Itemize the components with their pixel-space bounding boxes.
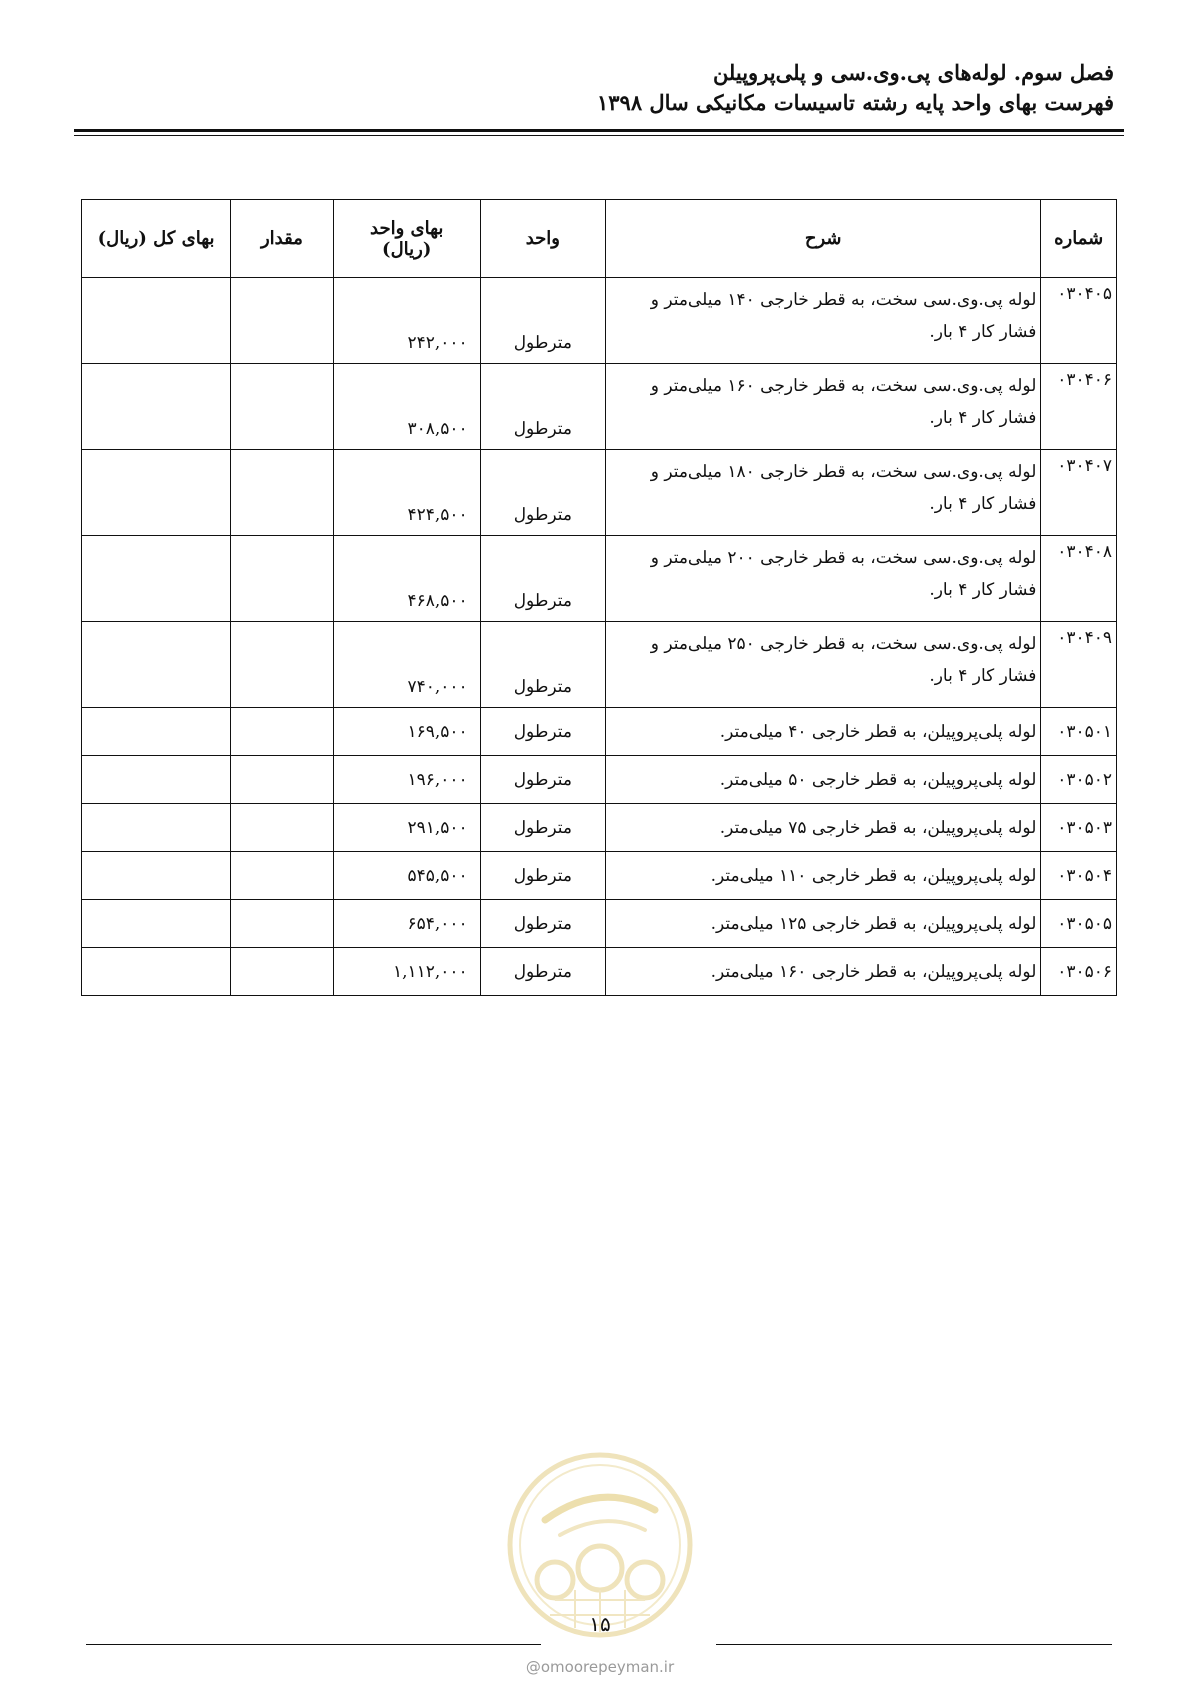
row-quantity <box>231 450 334 536</box>
row-unit: مترطول <box>480 278 605 364</box>
row-unit-price: ۴۶۸,۵۰۰ <box>333 536 480 622</box>
row-total <box>82 852 231 900</box>
row-total <box>82 900 231 948</box>
row-description: لوله پی.وی.سی سخت، به قطر خارجی ۱۸۰ میلی‌متر و فشار کار ۴ بار. <box>605 450 1040 536</box>
row-unit: مترطول <box>480 708 605 756</box>
row-unit: مترطول <box>480 804 605 852</box>
row-unit: مترطول <box>480 450 605 536</box>
row-code: ۰۳۰۵۰۵ <box>1041 900 1117 948</box>
table-header-row <box>82 200 1117 278</box>
row-description: لوله پلی‌پروپیلن، به قطر خارجی ۱۲۵ میلی‌متر. <box>605 900 1040 948</box>
table-row <box>82 364 1117 450</box>
row-description: لوله پلی‌پروپیلن، به قطر خارجی ۷۵ میلی‌متر. <box>605 804 1040 852</box>
table-row <box>82 536 1117 622</box>
row-unit-price: ۲۴۲,۰۰۰ <box>333 278 480 364</box>
row-unit-price: ۱,۱۱۲,۰۰۰ <box>333 948 480 996</box>
row-unit-price: ۳۰۸,۵۰۰ <box>333 364 480 450</box>
header-unit-price <box>333 200 480 278</box>
row-unit-price: ۱۹۶,۰۰۰ <box>333 756 480 804</box>
row-code: ۰۳۰۴۰۸ <box>1041 536 1117 622</box>
table-row <box>82 900 1117 948</box>
table-row <box>82 948 1117 996</box>
row-code: ۰۳۰۵۰۱ <box>1041 708 1117 756</box>
row-quantity <box>231 536 334 622</box>
row-code: ۰۳۰۵۰۳ <box>1041 804 1117 852</box>
price-table <box>81 199 1117 996</box>
header-quantity: مقدار <box>231 200 334 278</box>
row-code: ۰۳۰۵۰۲ <box>1041 756 1117 804</box>
row-description: لوله پلی‌پروپیلن، به قطر خارجی ۴۰ میلی‌متر. <box>605 708 1040 756</box>
row-description: لوله پلی‌پروپیلن، به قطر خارجی ۵۰ میلی‌متر. <box>605 756 1040 804</box>
header-unit-price-line1: بهای واحد <box>370 217 444 239</box>
row-unit-price: ۶۵۴,۰۰۰ <box>333 900 480 948</box>
header-total-price: بهای کل (ریال) <box>82 200 231 278</box>
row-unit-price: ۵۴۵,۵۰۰ <box>333 852 480 900</box>
row-description: لوله پی.وی.سی سخت، به قطر خارجی ۱۴۰ میلی‌متر و فشار کار ۴ بار. <box>605 278 1040 364</box>
table-row <box>82 622 1117 708</box>
row-description: لوله پی.وی.سی سخت، به قطر خارجی ۲۵۰ میلی‌متر و فشار کار ۴ بار. <box>605 622 1040 708</box>
row-unit-price: ۲۹۱,۵۰۰ <box>333 804 480 852</box>
row-total <box>82 948 231 996</box>
chapter-title: فصل سوم. لوله‌های پی.وی.سی و پلی‌پروپیلن <box>712 60 1114 85</box>
row-unit-price: ۷۴۰,۰۰۰ <box>333 622 480 708</box>
row-total <box>82 536 231 622</box>
header-unit: واحد <box>480 200 605 278</box>
footer-rule-left <box>86 1644 541 1645</box>
row-total <box>82 708 231 756</box>
header-description: شرح <box>605 200 1040 278</box>
header-code: شماره <box>1041 200 1117 278</box>
row-code: ۰۳۰۴۰۶ <box>1041 364 1117 450</box>
row-total <box>82 364 231 450</box>
row-total <box>82 756 231 804</box>
row-quantity <box>231 364 334 450</box>
row-unit: مترطول <box>480 622 605 708</box>
table-row <box>82 756 1117 804</box>
header-rule-thick <box>74 129 1124 132</box>
row-unit: مترطول <box>480 756 605 804</box>
row-unit: مترطول <box>480 364 605 450</box>
table-row <box>82 708 1117 756</box>
row-code: ۰۳۰۴۰۹ <box>1041 622 1117 708</box>
row-code: ۰۳۰۵۰۶ <box>1041 948 1117 996</box>
row-description: لوله پلی‌پروپیلن، به قطر خارجی ۱۶۰ میلی‌متر. <box>605 948 1040 996</box>
website-watermark: @omoorepeyman.ir <box>525 1658 675 1676</box>
table-row <box>82 852 1117 900</box>
row-unit: مترطول <box>480 536 605 622</box>
row-quantity <box>231 622 334 708</box>
page-header <box>74 58 1114 118</box>
row-total <box>82 450 231 536</box>
row-quantity <box>231 852 334 900</box>
row-total <box>82 278 231 364</box>
header-unit-price-line2: (ریال) <box>382 238 432 260</box>
row-quantity <box>231 900 334 948</box>
row-unit: مترطول <box>480 900 605 948</box>
row-quantity <box>231 756 334 804</box>
row-total <box>82 804 231 852</box>
row-quantity <box>231 708 334 756</box>
row-unit: مترطول <box>480 948 605 996</box>
row-unit-price: ۴۲۴,۵۰۰ <box>333 450 480 536</box>
row-code: ۰۳۰۵۰۴ <box>1041 852 1117 900</box>
page-number: ۱۵ <box>589 1612 611 1636</box>
footer-rule-right <box>716 1644 1112 1645</box>
row-unit: مترطول <box>480 852 605 900</box>
table-row <box>82 278 1117 364</box>
table-row <box>82 450 1117 536</box>
row-unit-price: ۱۶۹,۵۰۰ <box>333 708 480 756</box>
document-title: فهرست بهای واحد پایه رشته تاسیسات مکانیکی سال ۱۳۹۸ <box>596 90 1114 115</box>
row-description: لوله پلی‌پروپیلن، به قطر خارجی ۱۱۰ میلی‌متر. <box>605 852 1040 900</box>
row-code: ۰۳۰۴۰۵ <box>1041 278 1117 364</box>
row-description: لوله پی.وی.سی سخت، به قطر خارجی ۲۰۰ میلی‌متر و فشار کار ۴ بار. <box>605 536 1040 622</box>
table-row <box>82 804 1117 852</box>
header-rule-thin <box>74 135 1124 136</box>
row-code: ۰۳۰۴۰۷ <box>1041 450 1117 536</box>
row-description: لوله پی.وی.سی سخت، به قطر خارجی ۱۶۰ میلی‌متر و فشار کار ۴ بار. <box>605 364 1040 450</box>
row-total <box>82 622 231 708</box>
row-quantity <box>231 804 334 852</box>
row-quantity <box>231 278 334 364</box>
row-quantity <box>231 948 334 996</box>
